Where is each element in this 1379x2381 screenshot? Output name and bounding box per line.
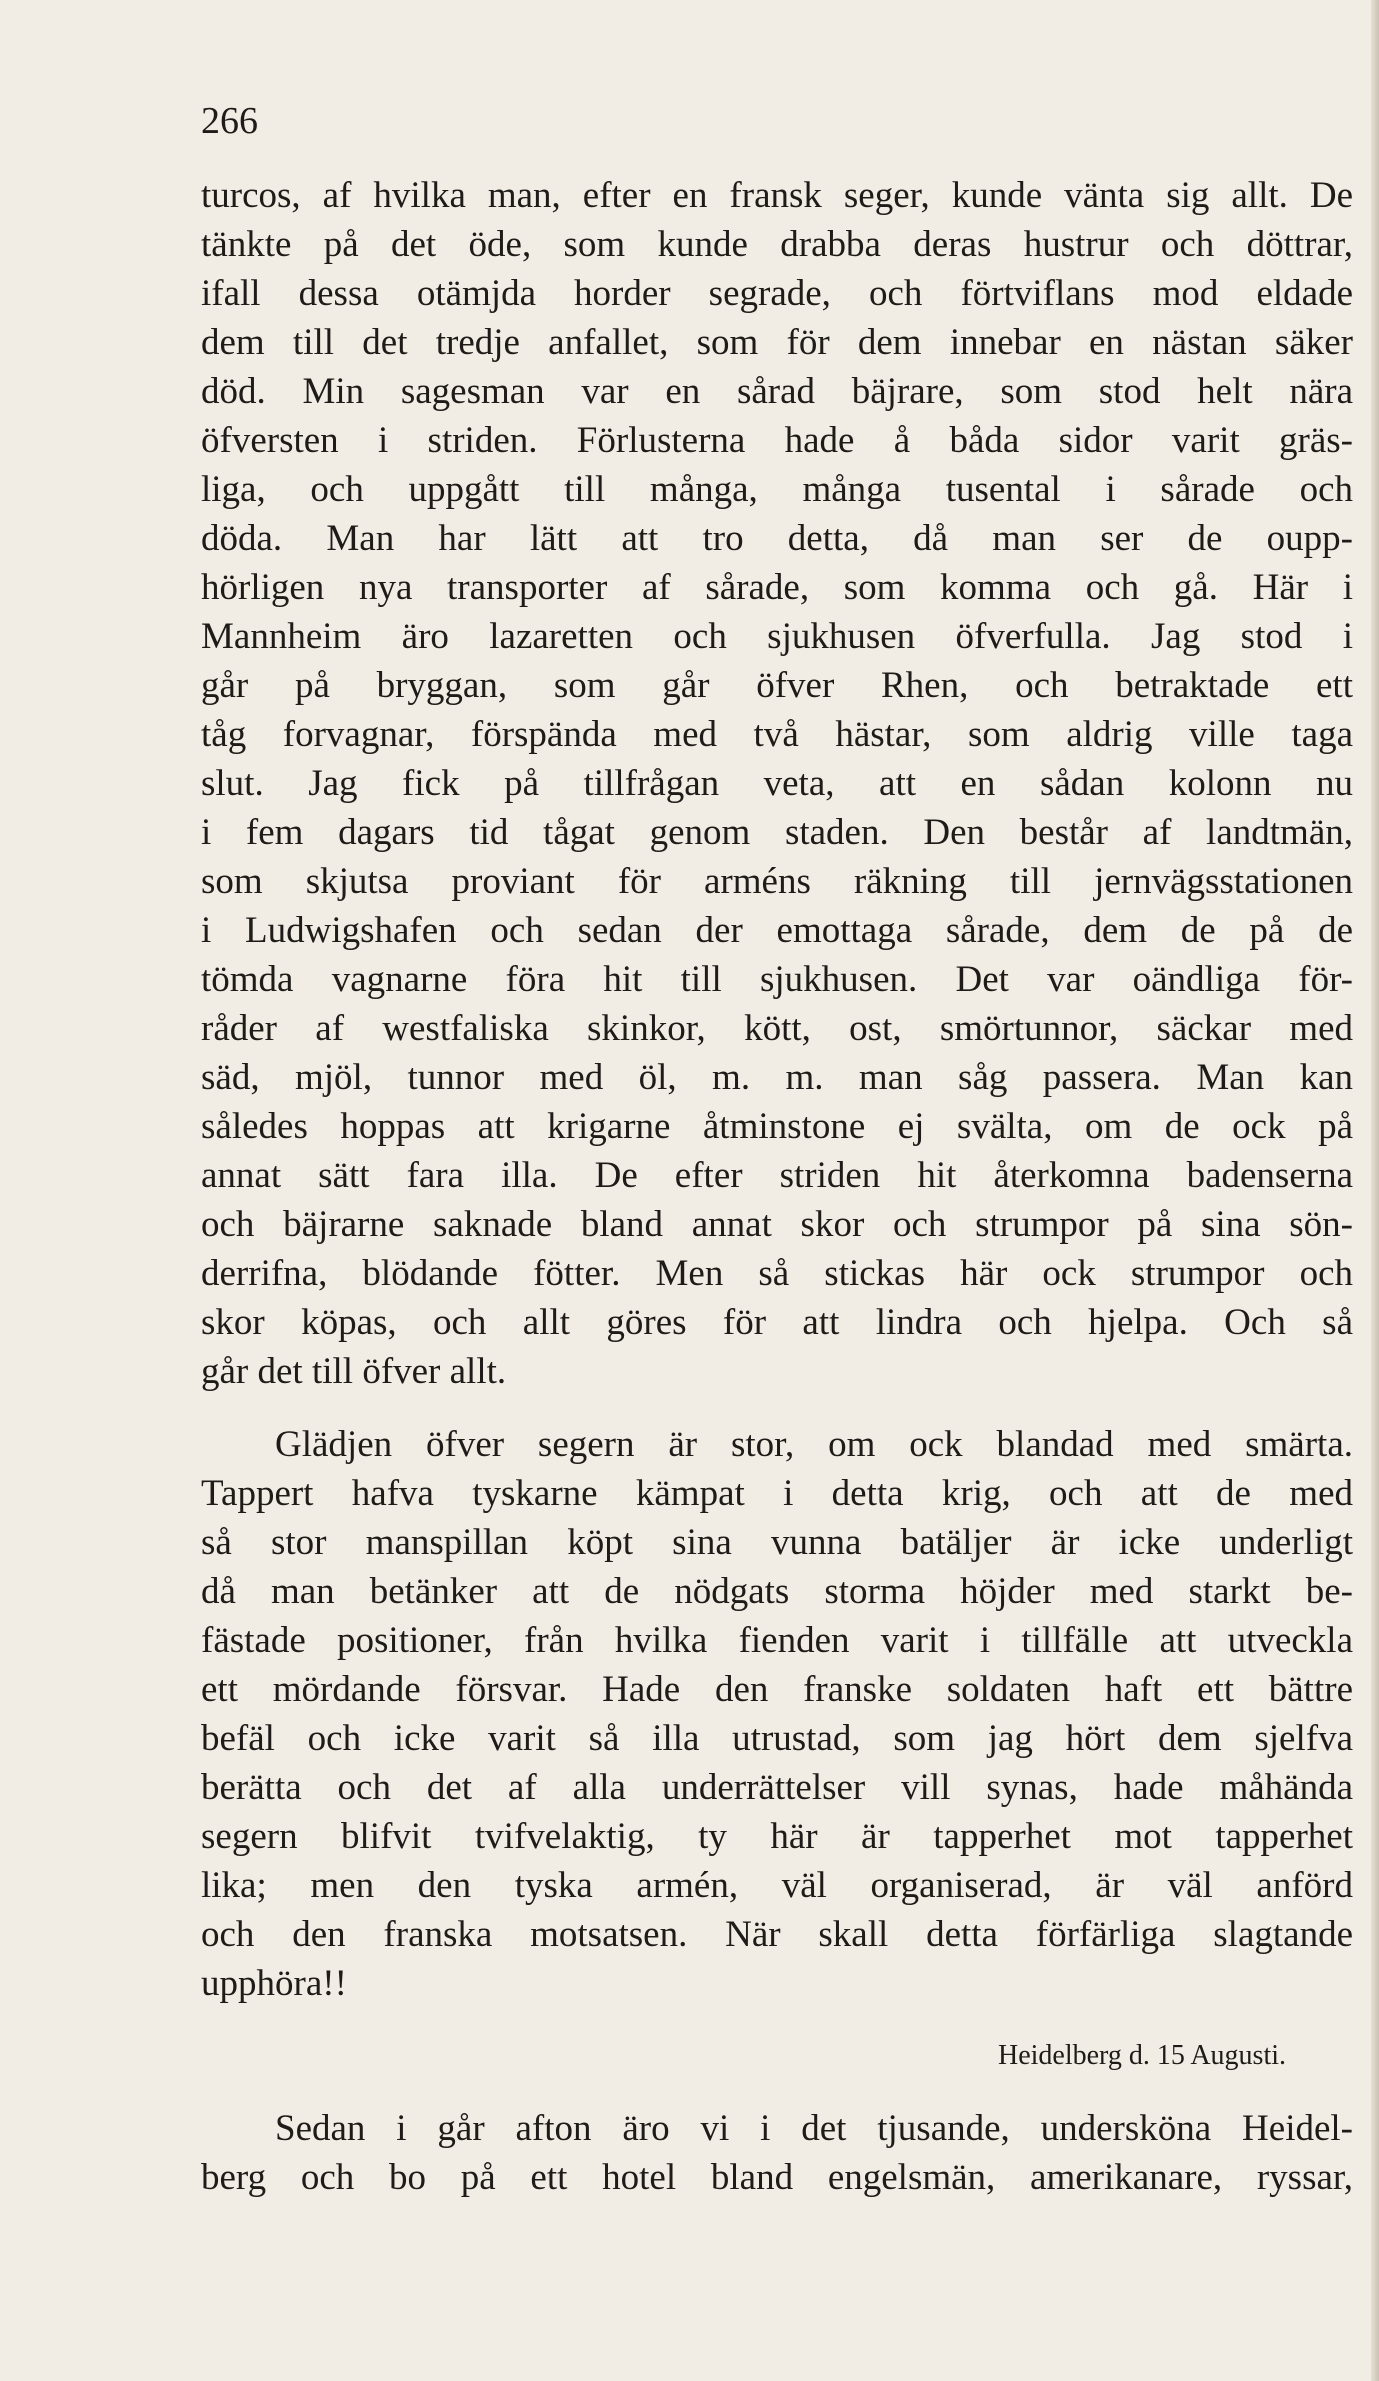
text-line: skor köpas, och allt göres för att lindra och hjelpa. Och så bbox=[201, 1302, 1353, 1343]
text-line: turcos, af hvilka man, efter en fransk seger, kunde vänta sig allt. De bbox=[201, 175, 1353, 216]
text-line: berg och bo på ett hotel bland engelsmän, amerikanare, ryssar, bbox=[201, 2157, 1353, 2198]
text-line: befäl och icke varit så illa utrustad, som jag hört dem sjelfva bbox=[201, 1718, 1353, 1759]
page-edge-shadow bbox=[1371, 0, 1379, 2381]
text-line: segern blifvit tvifvelaktig, ty här är tapperhet mot tapperhet bbox=[201, 1816, 1353, 1857]
text-line: fästade positioner, från hvilka fienden varit i tillfälle att utveckla bbox=[201, 1620, 1353, 1661]
text-line: Mannheim äro lazaretten och sjukhusen öfverfulla. Jag stod i bbox=[201, 616, 1353, 657]
text-line: tömda vagnarne föra hit till sjukhusen. Det var oändliga för- bbox=[201, 959, 1353, 1000]
text-line: och den franska motsatsen. När skall detta förfärliga slagtande bbox=[201, 1914, 1353, 1955]
text-line: öfversten i striden. Förlusterna hade å båda sidor varit gräs- bbox=[201, 420, 1353, 461]
text-line: liga, och uppgått till många, många tusental i sårade och bbox=[201, 469, 1353, 510]
text-line: som skjutsa proviant för arméns räkning till jernvägsstationen bbox=[201, 861, 1353, 902]
text-line: lika; men den tyska armén, väl organiserad, är väl anförd bbox=[201, 1865, 1353, 1906]
text-line: upphöra!! bbox=[201, 1963, 347, 2004]
text-line: går det till öfver allt. bbox=[201, 1351, 507, 1392]
text-line: råder af westfaliska skinkor, kött, ost, smörtunnor, säckar med bbox=[201, 1008, 1353, 1049]
text-line: derrifna, blödande fötter. Men så stickas här ock strumpor och bbox=[201, 1253, 1353, 1294]
text-line: och bäjrarne saknade bland annat skor och strumpor på sina sön- bbox=[201, 1204, 1353, 1245]
text-line: tänkte på det öde, som kunde drabba deras hustrur och döttrar, bbox=[201, 224, 1353, 265]
text-line: tåg forvagnar, förspända med två hästar, som aldrig ville taga bbox=[201, 714, 1353, 755]
text-line: då man betänker att de nödgats storma höjder med starkt be- bbox=[201, 1571, 1353, 1612]
text-line: dem till det tredje anfallet, som för dem innebar en nästan säker bbox=[201, 322, 1353, 363]
text-line: i Ludwigshafen och sedan der emottaga sårade, dem de på de bbox=[201, 910, 1353, 951]
text-line: således hoppas att krigarne åtminstone ej svälta, om de ock på bbox=[201, 1106, 1353, 1147]
dateline: Heidelberg d. 15 Augusti. bbox=[997, 2040, 1286, 2071]
text-line: Glädjen öfver segern är stor, om ock blandad med smärta. bbox=[275, 1424, 1353, 1465]
text-line: går på bryggan, som går öfver Rhen, och betraktade ett bbox=[201, 665, 1353, 706]
text-line: slut. Jag fick på tillfrågan veta, att en sådan kolonn nu bbox=[201, 763, 1353, 804]
text-line: berätta och det af alla underrättelser vill synas, hade måhända bbox=[201, 1767, 1353, 1808]
text-line: död. Min sagesman var en sårad bäjrare, som stod helt nära bbox=[201, 371, 1353, 412]
text-line: hörligen nya transporter af sårade, som komma och gå. Här i bbox=[201, 567, 1353, 608]
page-number: 266 bbox=[201, 100, 258, 142]
text-line: Sedan i går afton äro vi i det tjusande, undersköna Heidel- bbox=[275, 2108, 1353, 2149]
text-line: ifall dessa otämjda horder segrade, och förtviflans mod eldade bbox=[201, 273, 1353, 314]
text-line: döda. Man har lätt att tro detta, då man ser de oupp- bbox=[201, 518, 1353, 559]
text-line: ett mördande försvar. Hade den franske soldaten haft ett bättre bbox=[201, 1669, 1353, 1710]
text-line: så stor manspillan köpt sina vunna batäljer är icke underligt bbox=[201, 1522, 1353, 1563]
text-line: Tappert hafva tyskarne kämpat i detta krig, och att de med bbox=[201, 1473, 1353, 1514]
text-line: säd, mjöl, tunnor med öl, m. m. man såg passera. Man kan bbox=[201, 1057, 1353, 1098]
text-line: annat sätt fara illa. De efter striden hit återkomna badenserna bbox=[201, 1155, 1353, 1196]
text-line: i fem dagars tid tågat genom staden. Den består af landtmän, bbox=[201, 812, 1353, 853]
